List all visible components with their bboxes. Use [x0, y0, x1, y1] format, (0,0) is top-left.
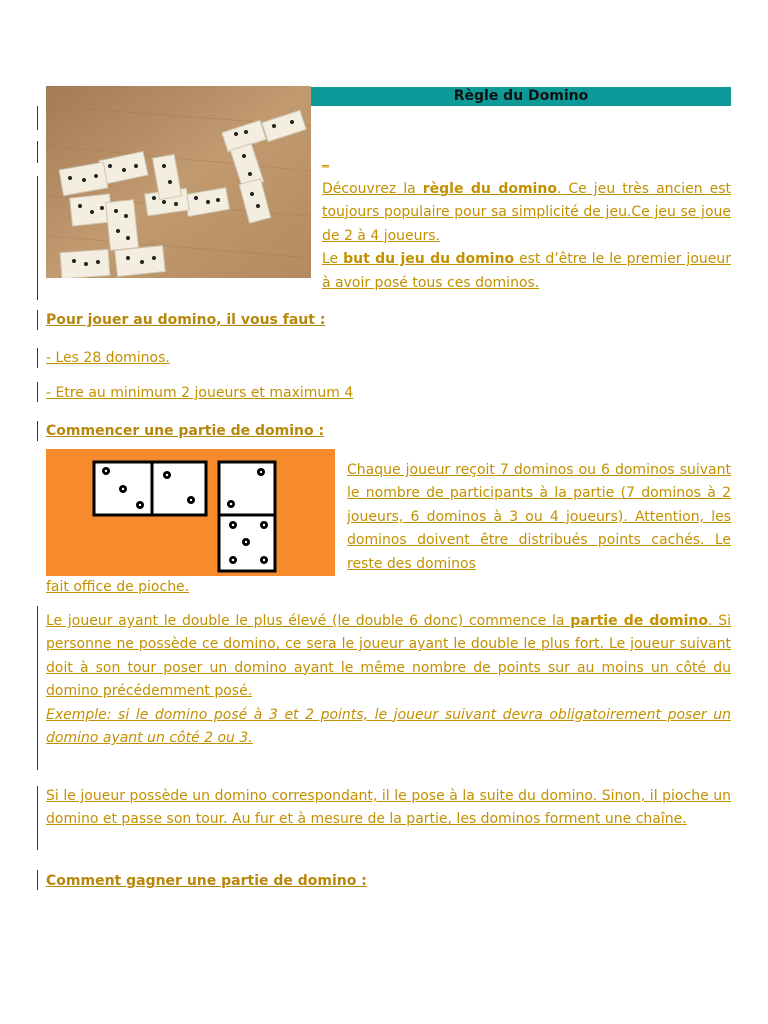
margin-bar: [37, 382, 38, 402]
intro-bold-link[interactable]: règle du domino: [422, 181, 557, 197]
goal-bold-link[interactable]: but du jeu du domino: [343, 251, 515, 268]
section-heading-requirements: Pour jouer au domino, il vous faut :: [46, 312, 326, 328]
list-item: - Etre au minimum 2 joueurs et maximum 4: [46, 385, 354, 401]
start-text: . Si personne ne possède ce domino, ce sera le joueur ayant le double le plus fort. Le joueur suivant doit à son tour poser un domino ayant le même nombre de points sur au moins un côté du domino précédemment posé.: [46, 613, 731, 700]
margin-bar: [37, 106, 38, 130]
domino-photo: [46, 86, 311, 278]
start-text: Le joueur ayant le double le plus élevé (le double 6 donc) commence la: [46, 613, 571, 629]
deal-paragraph-tail: fait office de pioche.: [46, 579, 190, 595]
page-title: Règle du Domino: [311, 87, 731, 106]
margin-bar: [37, 786, 38, 850]
intro-text: Découvrez la: [322, 181, 423, 197]
section-heading-start: Commencer une partie de domino :: [46, 423, 325, 439]
deal-paragraph: Chaque joueur reçoit 7 dominos ou 6 dominos suivant le nombre de participants à la partie (7 dominos à 2 joueurs, 6 dominos à 3 ou 4 joueurs). Attention, les dominos doivent être distribués points cachés. Le reste des dominos: [347, 462, 731, 572]
play-paragraph: Si le joueur possède un domino correspondant, il le pose à la suite du domino. Sinon, il pioche un domino et passe son tour. Au fur et à mesure de la partie, les dominos forment une chaîne.: [46, 788, 731, 828]
start-paragraph: [46, 610, 731, 750]
margin-bar: [37, 176, 38, 300]
goal-text: Le: [322, 251, 344, 268]
domino-illustration: [46, 449, 335, 576]
game-bold-link[interactable]: partie de domino: [570, 613, 709, 629]
example-text: Exemple: si le domino posé à 3 et 2 points, le joueur suivant devra obligatoirement poser un domino ayant un côté 2 ou 3.: [46, 706, 731, 747]
margin-bar: [37, 348, 38, 368]
margin-bar: [37, 141, 38, 163]
intro-text: . Ce jeu très ancien est toujours populaire pour sa simplicité de jeu.Ce jeu se joue de 2 à 4 joueurs.: [322, 181, 732, 244]
intro-paragraph: [322, 178, 731, 295]
margin-bar: [37, 870, 38, 890]
goal-text: est d’être le le premier joueur à avoir posé tous ces dominos.: [322, 251, 731, 291]
margin-bar: [37, 606, 38, 770]
section-heading-win: Comment gagner une partie de domino :: [46, 873, 367, 889]
list-item: - Les 28 dominos.: [46, 350, 170, 366]
margin-bar: [37, 310, 38, 330]
margin-bar: [37, 421, 38, 441]
intro-dash: _: [322, 152, 329, 168]
